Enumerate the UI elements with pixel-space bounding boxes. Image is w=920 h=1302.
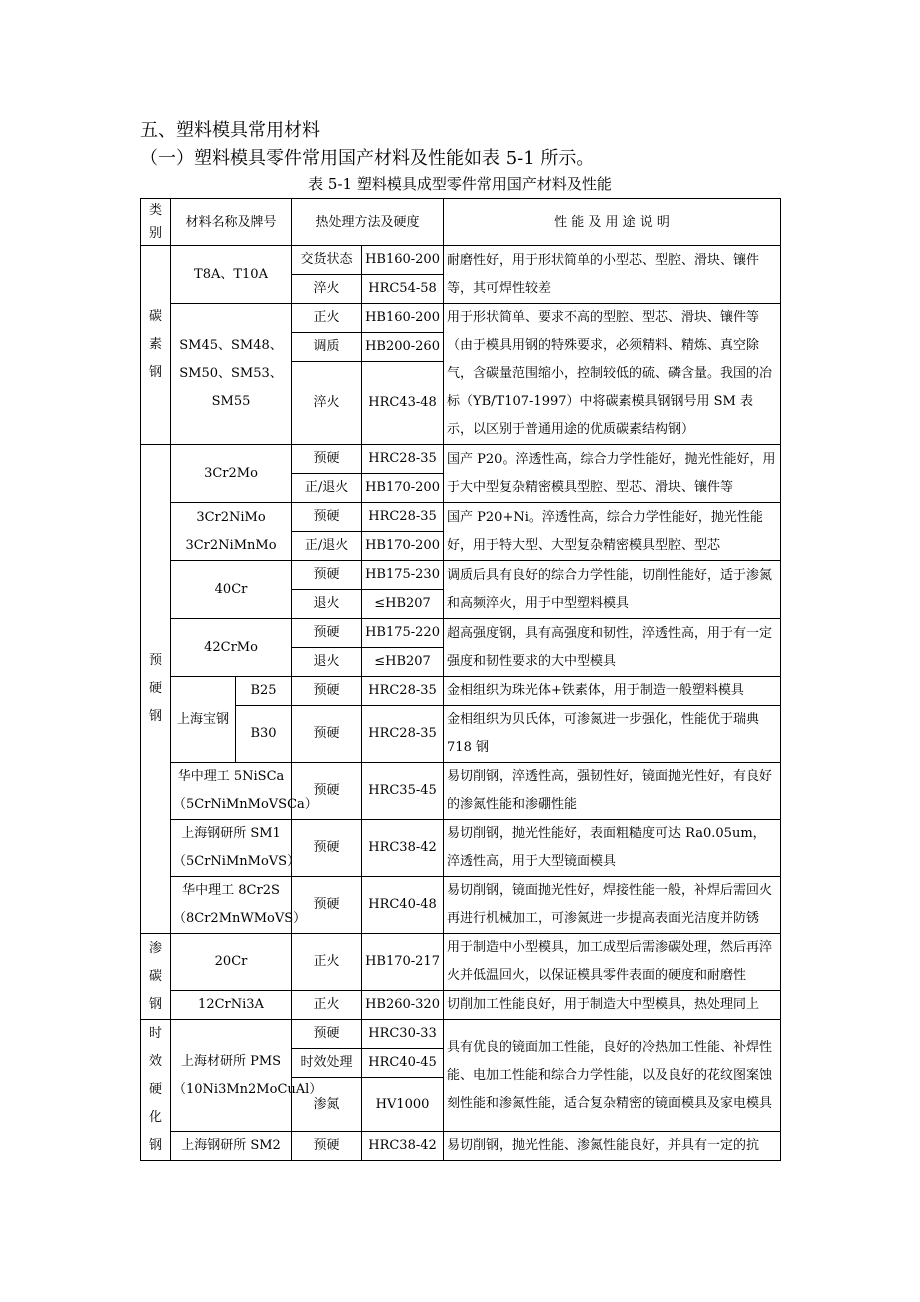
heat-method: 预硬 xyxy=(292,561,362,590)
table-caption: 表 5-1 塑料模具成型零件常用国产材料及性能 xyxy=(308,175,612,193)
heat-method: 退火 xyxy=(292,590,362,619)
description: 用于制造中小型模具，加工成型后需渗碳处理，然后再淬火并低温回火，以保证模具零件表面的硬度和耐磨性 xyxy=(444,934,781,991)
table-row xyxy=(141,991,781,1020)
table-row xyxy=(141,246,781,275)
material-name: 42CrMo xyxy=(171,619,292,677)
hardness: ≤HB207 xyxy=(362,590,444,619)
hardness: HV1000 xyxy=(362,1078,444,1132)
heat-method: 正火 xyxy=(292,991,362,1020)
material-name: SM45、SM48、SM50、SM53、SM55 xyxy=(171,304,292,445)
hardness: HB170-217 xyxy=(362,934,444,991)
header-material: 材料名称及牌号 xyxy=(171,199,292,246)
description: 用于形状简单、要求不高的型腔、型芯、滑块、镶件等（由于模具用钢的特殊要求，必须精料、精炼、真空除气，含碳量范围缩小，控制较低的硫、磷含量。我国的冶标（YB/T107-1997）中将碳素模具钢钢号用 SM 表示，以区别于普通用途的优质碳素结构钢） xyxy=(444,304,781,445)
hardness: HRC28-35 xyxy=(362,445,444,474)
table-row xyxy=(141,619,781,648)
heat-method: 正/退火 xyxy=(292,532,362,561)
hardness: HB260-320 xyxy=(362,991,444,1020)
heat-method: 预硬 xyxy=(292,677,362,706)
hardness: HRC40-48 xyxy=(362,877,444,934)
hardness: HRC28-35 xyxy=(362,706,444,763)
hardness: HB175-230 xyxy=(362,561,444,590)
hardness: HRC28-35 xyxy=(362,677,444,706)
hardness: HB160-200 xyxy=(362,246,444,275)
description: 耐磨性好，用于形状简单的小型芯、型腔、滑块、镶件等，其可焊性较差 xyxy=(444,246,781,304)
heat-method: 交货状态 xyxy=(292,246,362,275)
material-name: 3Cr2Mo xyxy=(171,445,292,503)
table-row xyxy=(141,677,781,706)
material-name: 上海钢研所 SM1（5CrNiMnMoVS） xyxy=(171,820,292,877)
category-age-hardening-steel: 时效硬化钢 xyxy=(141,1020,171,1161)
heat-method: 预硬 xyxy=(292,706,362,763)
description: 金相组织为珠光体+铁素体，用于制造一般塑料模具 xyxy=(444,677,781,706)
hardness: HRC54-58 xyxy=(362,275,444,304)
header-category: 类别 xyxy=(141,199,171,246)
description: 易切削钢，淬透性高，强韧性好，镜面抛光性好，有良好的渗氮性能和渗硼性能 xyxy=(444,763,781,820)
heat-method: 预硬 xyxy=(292,877,362,934)
heat-method: 预硬 xyxy=(292,820,362,877)
hardness: HRC30-33 xyxy=(362,1020,444,1049)
section-heading: 五、塑料模具常用材料 xyxy=(140,120,320,141)
table-header-row xyxy=(141,199,781,246)
description: 国产 P20。淬透性高，综合力学性能好，抛光性能好，用于大中型复杂精密模具型腔、型芯、滑块、镶件等 xyxy=(444,445,781,503)
hardness: HB200-260 xyxy=(362,333,444,362)
material-name: 20Cr xyxy=(171,934,292,991)
materials-table xyxy=(140,198,781,1161)
category-prehardened-steel: 预硬钢 xyxy=(141,445,171,934)
hardness: HRC43-48 xyxy=(362,362,444,445)
heat-method: 正火 xyxy=(292,304,362,333)
hardness: HB175-220 xyxy=(362,619,444,648)
material-name: 上海宝钢 xyxy=(171,677,236,763)
heat-method: 时效处理 xyxy=(292,1049,362,1078)
heat-method: 预硬 xyxy=(292,763,362,820)
material-name: T8A、T10A xyxy=(171,246,292,304)
hardness: ≤HB207 xyxy=(362,648,444,677)
heat-method: 预硬 xyxy=(292,619,362,648)
hardness: HRC40-45 xyxy=(362,1049,444,1078)
heat-method: 淬火 xyxy=(292,362,362,445)
description: 切削加工性能良好，用于制造大中型模具，热处理同上 xyxy=(444,991,781,1020)
material-name: 上海材研所 PMS（10Ni3Mn2MoCuAl） xyxy=(171,1020,292,1132)
hardness: HRC28-35 xyxy=(362,503,444,532)
table-row xyxy=(141,304,781,333)
heat-method: 正/退火 xyxy=(292,474,362,503)
heat-method: 渗氮 xyxy=(292,1078,362,1132)
category-carburizing-steel: 渗碳钢 xyxy=(141,934,171,1020)
subsection-heading: （一）塑料模具零件常用国产材料及性能如表 5-1 所示。 xyxy=(140,148,595,169)
header-description: 性 能 及 用 途 说 明 xyxy=(444,199,781,246)
table-row xyxy=(141,561,781,590)
table-row xyxy=(141,1020,781,1049)
description: 调质后具有良好的综合力学性能，切削性能好，适于渗氮和高频淬火，用于中型塑料模具 xyxy=(444,561,781,619)
description: 易切削钢，抛光性能好，表面粗糙度可达 Ra0.05um，淬透性高，用于大型镜面模具 xyxy=(444,820,781,877)
description: 易切削钢，镜面抛光性好，焊接性能一般，补焊后需回火再进行机械加工，可渗氮进一步提高表面光洁度并防锈 xyxy=(444,877,781,934)
heat-method: 退火 xyxy=(292,648,362,677)
material-name: 40Cr xyxy=(171,561,292,619)
table-row xyxy=(141,445,781,474)
heat-method: 淬火 xyxy=(292,275,362,304)
description: 超高强度钢，具有高强度和韧性，淬透性高，用于有一定强度和韧性要求的大中型模具 xyxy=(444,619,781,677)
description: 金相组织为贝氏体，可渗氮进一步强化，性能优于瑞典 718 钢 xyxy=(444,706,781,763)
material-name: 12CrNi3A xyxy=(171,991,292,1020)
heat-method: 预硬 xyxy=(292,503,362,532)
grade: B25 xyxy=(236,677,292,706)
hardness: HB170-200 xyxy=(362,474,444,503)
hardness: HB160-200 xyxy=(362,304,444,333)
material-name: 华中理工 5NiSCa（5CrNiMnMoVSCa） xyxy=(171,763,292,820)
hardness: HRC38-42 xyxy=(362,1132,444,1161)
table-row xyxy=(141,1132,781,1161)
heat-method: 预硬 xyxy=(292,1020,362,1049)
material-name: 上海钢研所 SM2 xyxy=(171,1132,292,1161)
hardness: HRC38-42 xyxy=(362,820,444,877)
heat-method: 预硬 xyxy=(292,445,362,474)
hardness: HRC35-45 xyxy=(362,763,444,820)
heat-method: 调质 xyxy=(292,333,362,362)
grade: B30 xyxy=(236,706,292,763)
category-carbon-steel: 碳素钢 xyxy=(141,246,171,445)
material-name: 3Cr2NiMo 3Cr2NiMnMo xyxy=(171,503,292,561)
heat-method: 正火 xyxy=(292,934,362,991)
description: 易切削钢，抛光性能、渗氮性能良好，并具有一定的抗 xyxy=(444,1132,781,1161)
description: 具有优良的镜面加工性能，良好的冷热加工性能、补焊性能、电加工性能和综合力学性能，以及良好的花纹图案蚀刻性能和渗氮性能，适合复杂精密的镜面模具及家电模具 xyxy=(444,1020,781,1132)
material-name: 华中理工 8Cr2S（8Cr2MnWMoVS） xyxy=(171,877,292,934)
hardness: HB170-200 xyxy=(362,532,444,561)
description: 国产 P20+Ni。淬透性高，综合力学性能好，抛光性能好，用于特大型、大型复杂精密模具型腔、型芯 xyxy=(444,503,781,561)
heat-method: 预硬 xyxy=(292,1132,362,1161)
header-heat-treatment: 热处理方法及硬度 xyxy=(292,199,444,246)
table-row xyxy=(141,503,781,532)
